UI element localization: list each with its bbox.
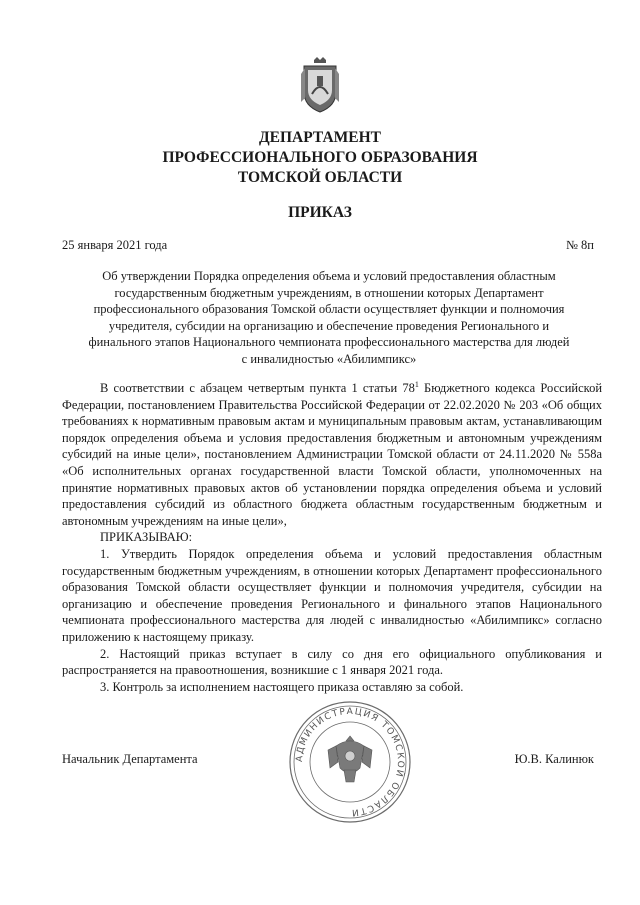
subject-line: учредителя, субсидии на организацию и обеспечение проведения Регионального и — [108, 318, 550, 333]
order-body — [62, 380, 602, 695]
official-stamp-icon — [288, 700, 412, 824]
subject-line: финального этапов Национального чемпионата профессионального мастерства для людей — [88, 335, 570, 350]
order-item-1: 1. Утвердить Порядок определения объема и условий предоставления областным государственным бюджетным учреждениям, в отношении которых Департамент профессионального образования Томской области осуществляет функции и полномочия учредителя, субсидии на организацию и обеспечение проведения Регионального и финального этапов Национального чемпионата профессионального мастерства для людей с инвалидностью «Абилимпикс» согласно приложению к настоящему приказу. — [62, 546, 602, 644]
subject-line: государственным бюджетным учреждениям, в отношении которых Департамент — [114, 285, 544, 300]
preamble-superscript: 1 — [414, 379, 419, 389]
subject-line: с инвалидностью «Абилимпикс» — [241, 351, 417, 366]
order-number: № 8п — [566, 238, 594, 252]
signatory-name: Ю.В. Калинюк — [514, 752, 594, 766]
subject-line: профессионального образования Томской области осуществляет функции и полномочия — [93, 302, 565, 317]
order-subject — [64, 268, 594, 368]
preamble-part-2: Бюджетного кодекса Российской Федерации, постановлением Правительства Российской Федерации от 22.02.2020 № 203 «Об общих требованиях к нормативным правовым актам и муниципальным правовым актам, устанавливающим порядок определения объема и условия предоставления бюджетным и автономным учреждениям субсидий на иные цели», постановлением Администрации Томской области от 24.11.2020 № 558а «Об исполнительных органах государственной власти Томской области, уполномоченных на принятие нормативных правовых актов об установлении порядка определения объема и условий предоставления субсидий из областного бюджета областным государственным бюджетным и автономным учреждениям на иные цели», — [62, 381, 603, 528]
preamble-part-1: В соответствии с абзацем четвертым пункта 1 статьи 78 — [100, 381, 415, 395]
stamp-ring-text: АДМИНИСТРАЦИЯ ТОМСКОЙ ОБЛАСТИ — [294, 706, 406, 818]
subject-line: Об утверждении Порядка определения объема и условий предоставления областным — [102, 269, 556, 283]
order-item-3: 3. Контроль за исполнением настоящего приказа оставляю за собой. — [100, 679, 464, 694]
department-line-3: ТОМСКОЙ ОБЛАСТИ — [237, 169, 403, 186]
department-line-1: ДЕПАРТАМЕНТ — [258, 129, 382, 146]
signatory-position: Начальник Департамента — [62, 752, 198, 766]
directive-word: ПРИКАЗЫВАЮ: — [100, 530, 193, 545]
coat-of-arms-icon — [300, 56, 340, 114]
order-title: ПРИКАЗ — [288, 204, 352, 221]
preamble-paragraph — [62, 380, 602, 529]
order-item-2: 2. Настоящий приказ вступает в силу со дня его официального опубликования и распространяется на правоотношения, возникшие с 1 января 2021 года. — [62, 646, 602, 678]
department-line-2: ПРОФЕССИОНАЛЬНОГО ОБРАЗОВАНИЯ — [162, 149, 478, 166]
order-date: 25 января 2021 года — [62, 238, 168, 252]
department-name — [0, 128, 640, 188]
